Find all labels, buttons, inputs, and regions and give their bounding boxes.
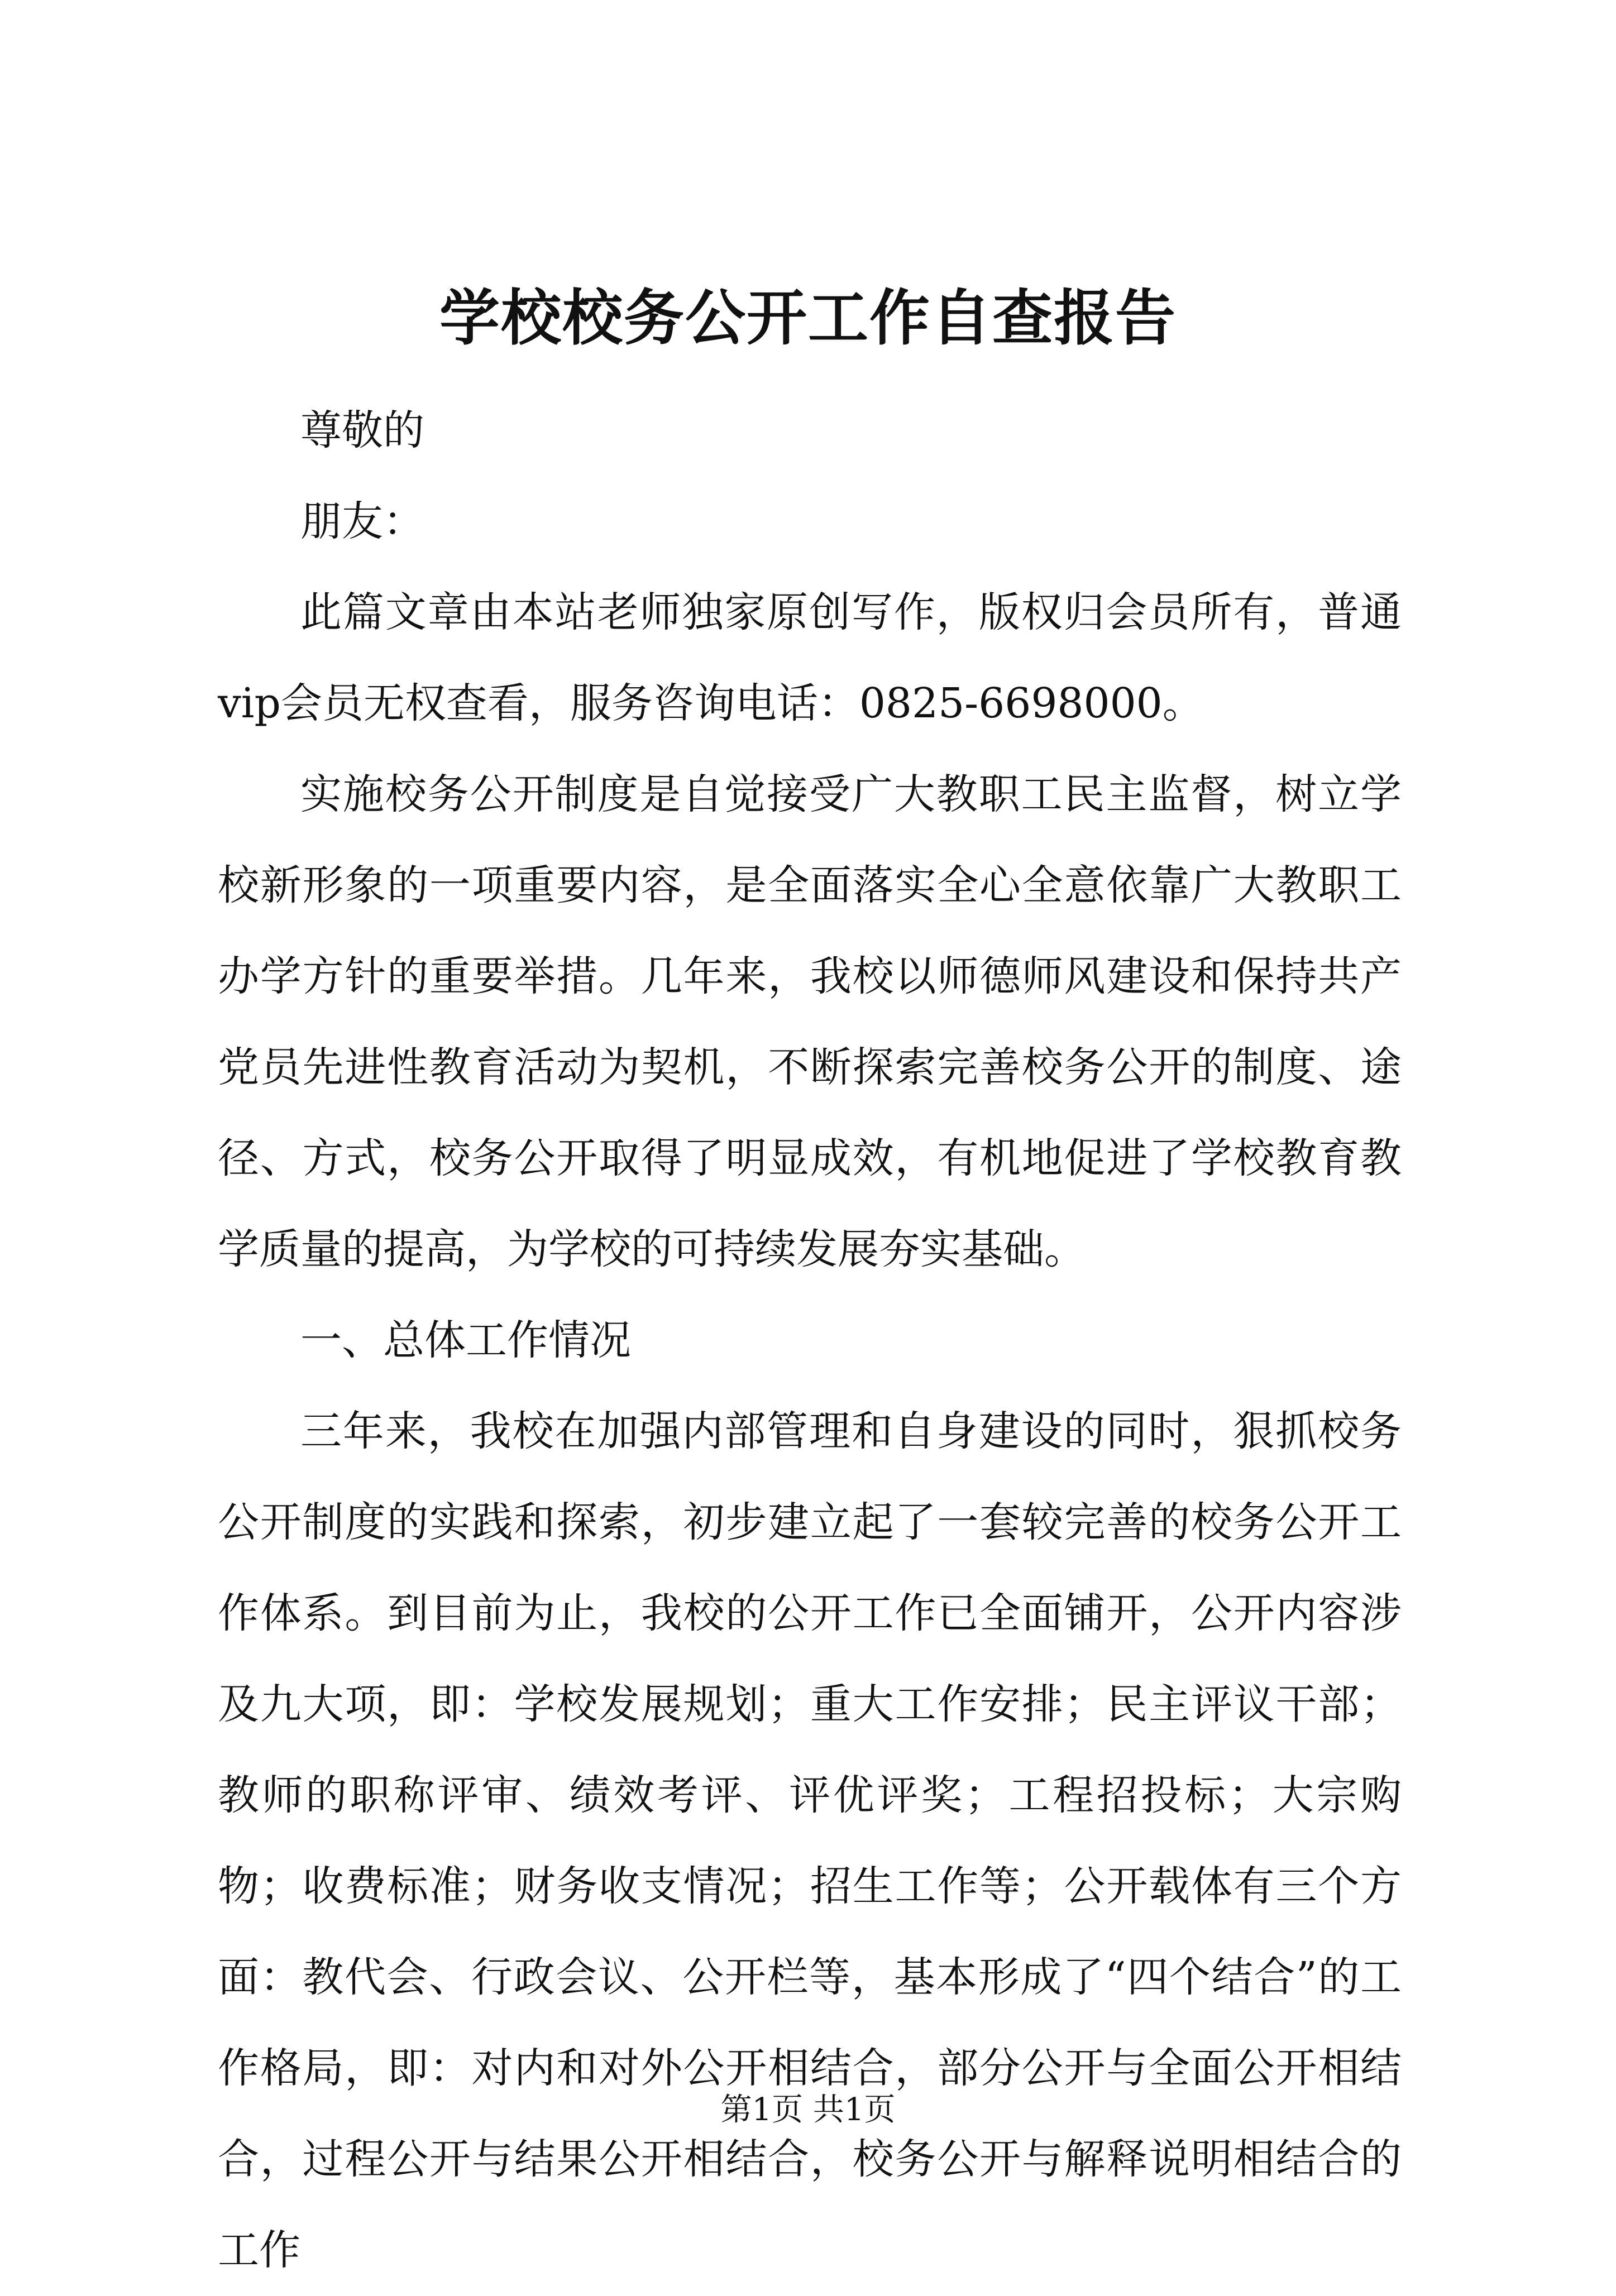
- page-footer: 第1页 共1页: [720, 2092, 896, 2128]
- paragraph-introduction: 实施校务公开制度是自觉接受广大教职工民主监督，树立学校新形象的一项重要内容，是全面落实全心全意依靠广大教职工办学方针的重要举措。几年来，我校以师德师风建设和保持共产党员先进性教育活动为契机，不断探索完善校务公开的制度、途径、方式，校务公开取得了明显成效，有机地促进了学校教育教学质量的提高，为学校的可持续发展夯实基础。: [218, 770, 1402, 1273]
- section-heading-overall: 一、总体工作情况: [300, 1316, 631, 1364]
- paragraph-overall-situation: 三年来，我校在加强内部管理和自身建设的同时，狠抓校务公开制度的实践和探索，初步建立起了一套较完善的校务公开工作体系。到目前为止，我校的公开工作已全面铺开，公开内容涉及九大项，即：学校发展规划；重大工作安排；民主评议干部；教师的职称评审、绩效考评、评优评奖；工程招投标；大宗购物；收费标准；财务收支情况；招生工作等；公开载体有三个方面：教代会、行政会议、公开栏等，基本形成了“四个结合”的工作格局，即：对内和对外公开相结合，部分公开与全面公开相结合，过程公开与结果公开相结合，校务公开与解释说明相结合的工作: [218, 1407, 1402, 2274]
- paragraph-copyright-notice: 此篇文章由本站老师独家原创写作，版权归会员所有，普通vip会员无权查看，服务咨询电话：0825-6698000。: [218, 588, 1402, 727]
- paragraph-greeting: 尊敬的: [300, 406, 424, 454]
- document-body: [218, 385, 1402, 2296]
- document-title: 学校校务公开工作自查报告: [439, 283, 1177, 353]
- paragraph-salutation: 朋友：: [300, 497, 424, 545]
